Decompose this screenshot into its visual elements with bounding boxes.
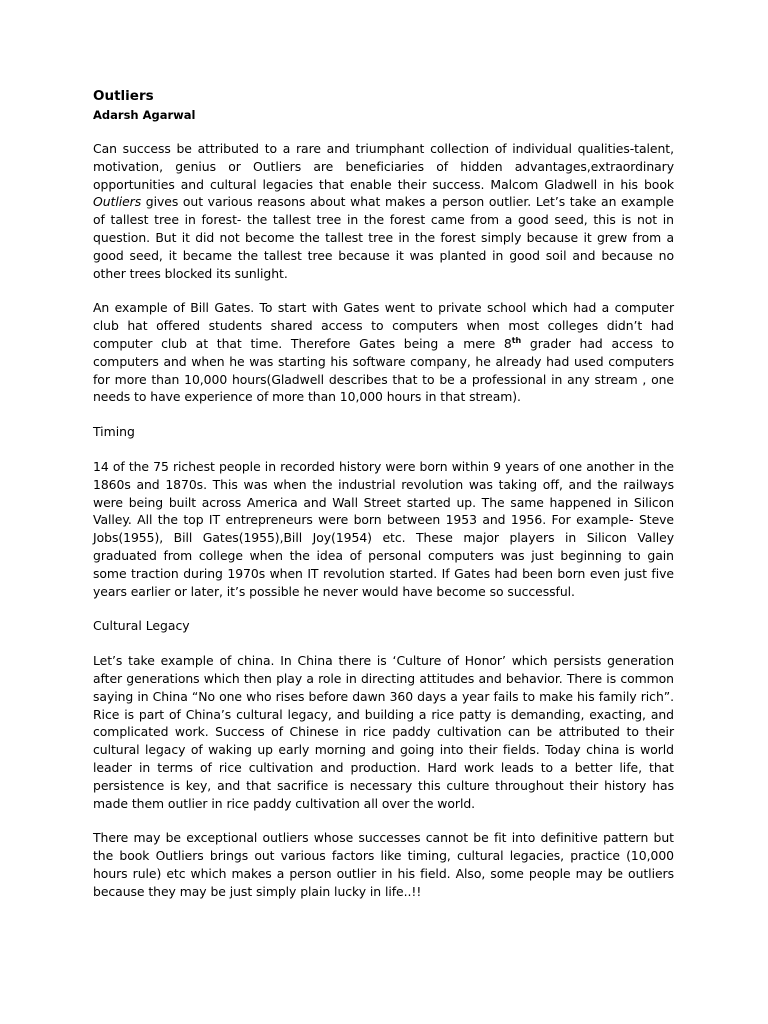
- book-title-italic: Outliers: [93, 194, 142, 210]
- gates-text-start: An example of Bill Gates. To start with Gates went to private school which had a computer club hat offered students shared access to computers when most colleges didn’t had computer club at that time. Therefore Gates being a mere 8: [93, 300, 674, 351]
- intro-text-start: Can success be attributed to a rare and triumphant collection of individual qualities-talent, motivation, genius or Outliers are beneficiaries of hidden advantages,extraordinary opportunities and cultural legacies that enable their success. Malcom Gladwell in his book: [93, 141, 674, 192]
- document-page: [93, 87, 674, 917]
- intro-text-end: gives out various reasons about what makes a person outlier. Let’s take an example of tallest tree in forest- the tallest tree in the forest came from a good seed, this is not in question. But it did not become the tallest tree in the forest simply because it grew from a good seed, it became the tallest tree because it was planted in good soil and because no other trees blocked its sunlight.: [93, 194, 674, 281]
- gates-paragraph: [93, 299, 674, 406]
- cultural-legacy-heading: Cultural Legacy: [93, 618, 190, 634]
- conclusion-paragraph: There may be exceptional outliers whose successes cannot be fit into definitive pattern but the book Outliers brings out various factors like timing, cultural legacies, practice (10,000 hours rule) etc which makes a person outlier in his field. Also, some people may be outliers because they may be just simply plain lucky in life..!!: [93, 830, 674, 899]
- gates-text-end: grader had access to computers and when he was starting his software company, he already had used computers for more than 10,000 hours(Gladwell describes that to be a professional in any stream , one needs to have experience of more than 10,000 hours in that stream).: [93, 335, 674, 405]
- document-author: Adarsh Agarwal: [93, 108, 196, 122]
- timing-paragraph: 14 of the 75 richest people in recorded history were born within 9 years of one another in the 1860s and 1870s. This was when the industrial revolution was taking off, and the railways were being built across America and Wall Street started up. The same happened in Silicon Valley. All the top IT entrepreneurs were born between 1953 and 1956. For example- Steve Jobs(1955), Bill Gates(1955),Bill Joy(1954) etc. These major players in Silicon Valley graduated from college when the idea of personal computers was just beginning to gain some traction during 1970s when IT revolution started. If Gates had been born even just five years earlier or later, it’s possible he never would have become so successful.: [93, 458, 674, 599]
- intro-paragraph: [93, 140, 674, 282]
- timing-heading: Timing: [93, 424, 135, 440]
- document-title: Outliers: [93, 88, 154, 104]
- ordinal-superscript: th: [511, 335, 522, 345]
- cultural-legacy-paragraph: Let’s take example of china. In China there is ‘Culture of Honor’ which persists generation after generations which then play a role in directing attitudes and behavior. There is common saying in China “No one who rises before dawn 360 days a year fails to make his family rich”. Rice is part of China’s cultural legacy, and building a rice patty is demanding, exacting, and complicated work. Success of Chinese in rice paddy cultivation can be attributed to their cultural legacy of waking up early morning and going into their fields. Today china is world leader in terms of rice cultivation and production. Hard work leads to a better life, that persistence is key, and that sacrifice is necessary this culture throughout their history has made them outlier in rice paddy cultivation all over the world.: [93, 653, 674, 811]
